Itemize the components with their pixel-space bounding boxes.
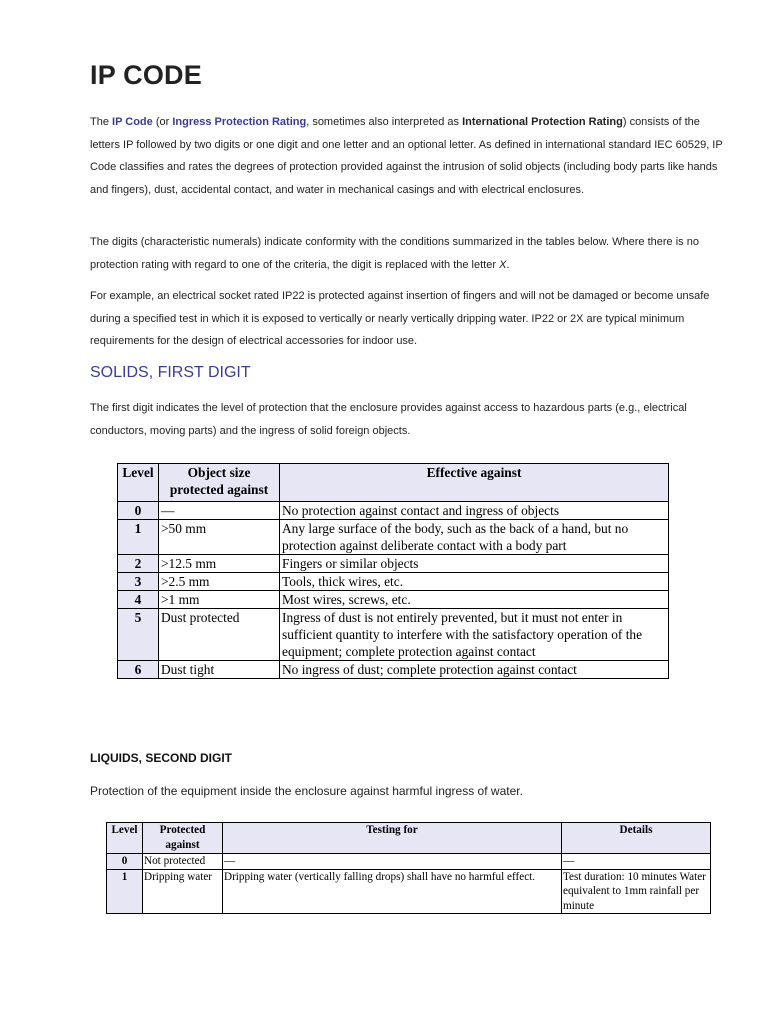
liquids-heading: LIQUIDS, SECOND DIGIT — [90, 751, 233, 765]
level-cell: 2 — [118, 555, 159, 573]
size-cell: >12.5 mm — [159, 555, 280, 573]
size-cell: >50 mm — [159, 520, 280, 555]
details-cell: — — [562, 854, 711, 870]
level-cell: 0 — [107, 854, 143, 870]
effective-cell: Tools, thick wires, etc. — [280, 573, 669, 591]
table-row — [118, 555, 669, 573]
header-level: Level — [118, 464, 159, 502]
header-protected-against: Protected against — [143, 823, 223, 854]
level-cell: 0 — [118, 502, 159, 520]
level-cell: 5 — [118, 609, 159, 661]
solids-table — [117, 463, 669, 679]
protected-cell: Not protected — [143, 854, 223, 870]
letter-x: X — [499, 258, 507, 271]
table-row — [118, 609, 669, 661]
header-object-size: Object size protected against — [159, 464, 280, 502]
table-header-row — [107, 823, 711, 854]
table-row — [118, 502, 669, 520]
liquids-description: Protection of the equipment inside the enclosure against harmful ingress of water. — [90, 784, 523, 798]
effective-cell: Any large surface of the body, such as the back of a hand, but no protection against deliberate contact with a body part — [280, 520, 669, 555]
table-row — [118, 661, 669, 679]
size-cell: — — [159, 502, 280, 520]
example-paragraph: For example, an electrical socket rated IP22 is protected against insertion of fingers and will not be damaged or become unsafe during a specified test in which it is exposed to vertically or nearly vertically dripping water. IP22 or 2X are typical minimum requirements for the design of electrical accessories for indoor use. — [90, 290, 710, 348]
effective-cell: No protection against contact and ingress of objects — [280, 502, 669, 520]
testing-cell: Dripping water (vertically falling drops) shall have no harmful effect. — [223, 869, 562, 914]
testing-cell: — — [223, 854, 562, 870]
table-row — [118, 573, 669, 591]
level-cell: 1 — [118, 520, 159, 555]
table-row — [107, 854, 711, 870]
international-protection-term: International Protection Rating — [462, 116, 623, 128]
ip-code-link[interactable]: IP Code — [112, 116, 153, 128]
size-cell: >2.5 mm — [159, 573, 280, 591]
level-cell: 6 — [118, 661, 159, 679]
details-cell: Test duration: 10 minutes Water equivalent to 1mm rainfall per minute — [562, 869, 711, 914]
solids-description: The first digit indicates the level of protection that the enclosure provides against access to hazardous parts (e.g., electrical conductors, moving parts) and the ingress of solid foreign objects. — [90, 402, 687, 437]
header-level: Level — [107, 823, 143, 854]
effective-cell: Most wires, screws, etc. — [280, 591, 669, 609]
effective-cell: Fingers or similar objects — [280, 555, 669, 573]
digits-paragraph: The digits (characteristic numerals) indicate conformity with the conditions summarized in the tables below. Where there is no protection rating with regard to one of the criteria, the digit is replaced with the letter X. — [90, 236, 699, 271]
solids-heading: SOLIDS, FIRST DIGIT — [90, 364, 251, 381]
header-effective-against: Effective against — [280, 464, 669, 502]
effective-cell: No ingress of dust; complete protection against contact — [280, 661, 669, 679]
table-row — [118, 520, 669, 555]
page-title: IP CODE — [90, 60, 202, 90]
ingress-protection-link[interactable]: Ingress Protection Rating — [172, 116, 307, 128]
header-details: Details — [562, 823, 711, 854]
intro-paragraph: The IP Code (or Ingress Protection Rating, sometimes also interpreted as International Protection Rating) consists of the letters IP followed by two digits or one digit and one letter and an optional letter. As defined in international standard IEC 60529, IP Code classifies and rates the degrees of protection provided against the intrusion of solid objects (including body parts like hands and fingers), dust, accidental contact, and water in mechanical casings and with electrical enclosures. — [90, 116, 723, 196]
level-cell: 1 — [107, 869, 143, 914]
effective-cell: Ingress of dust is not entirely prevented, but it must not enter in sufficient quantity to interfere with the satisfactory operation of the equipment; complete protection against contact — [280, 609, 669, 661]
level-cell: 4 — [118, 591, 159, 609]
header-testing-for: Testing for — [223, 823, 562, 854]
liquids-table — [106, 822, 711, 914]
table-header-row — [118, 464, 669, 502]
size-cell: >1 mm — [159, 591, 280, 609]
protected-cell: Dripping water — [143, 869, 223, 914]
size-cell: Dust tight — [159, 661, 280, 679]
level-cell: 3 — [118, 573, 159, 591]
table-row — [107, 869, 711, 914]
size-cell: Dust protected — [159, 609, 280, 661]
table-row — [118, 591, 669, 609]
